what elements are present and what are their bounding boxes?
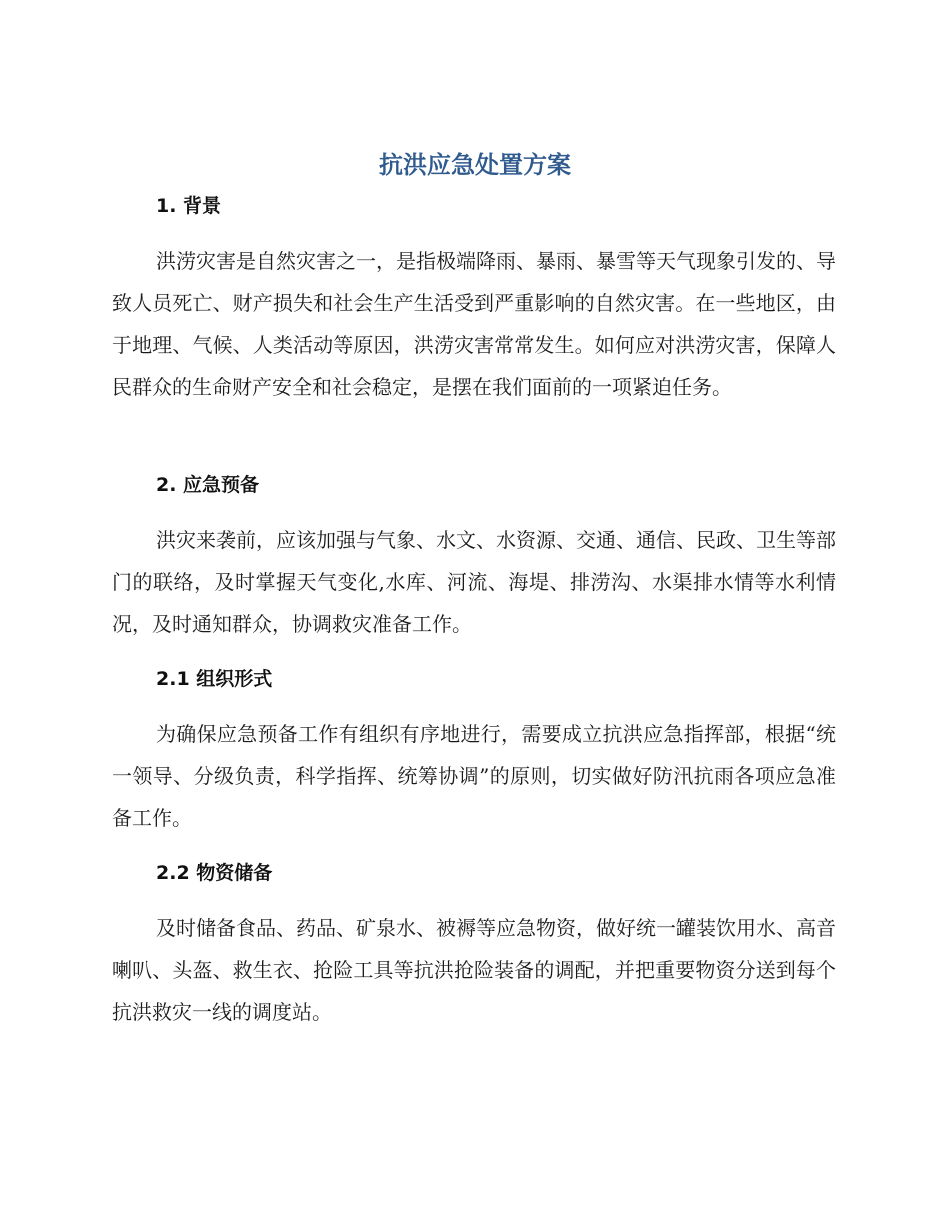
section-paragraph-material-reserve: 及时储备食品、药品、矿泉水、被褥等应急物资，做好统一罐装饮用水、高音喇叭、头盔、救生衣、抢险工具等抗洪抢险装备的调配，并把重要物资分送到每个抗洪救灾一线的调度站。: [112, 916, 836, 1024]
page-title: 抗洪应急处置方案: [379, 151, 571, 179]
section-heading-emergency-preparation: 2. 应急预备: [156, 474, 260, 496]
section-paragraph-background: 洪涝灾害是自然灾害之一，是指极端降雨、暴雨、暴雪等天气现象引发的、导致人员死亡、财产损失和社会生产生活受到严重影响的自然灾害。在一些地区，由于地理、气候、人类活动等原因，洪涝灾害常常发生。如何应对洪涝灾害，保障人民群众的生命财产安全和社会稳定，是摆在我们面前的一项紧迫任务。: [112, 249, 836, 399]
section-paragraph-organization: 为确保应急预备工作有组织有序地进行，需要成立抗洪应急指挥部，根据“统一领导、分级负责，科学指挥、统筹协调”的原则，切实做好防汛抗雨各项应急准备工作。: [112, 722, 836, 830]
section-heading-material-reserve: 2.2 物资储备: [156, 862, 273, 884]
section-heading-organization: 2.1 组织形式: [156, 668, 273, 690]
section-heading-background: 1. 背景: [156, 195, 222, 217]
section-paragraph-emergency-preparation: 洪灾来袭前，应该加强与气象、水文、水资源、交通、通信、民政、卫生等部门的联络，及时掌握天气变化,水库、河流、海堤、排涝沟、水渠排水情等水利情况，及时通知群众，协调救灾准备工作。: [112, 528, 836, 636]
